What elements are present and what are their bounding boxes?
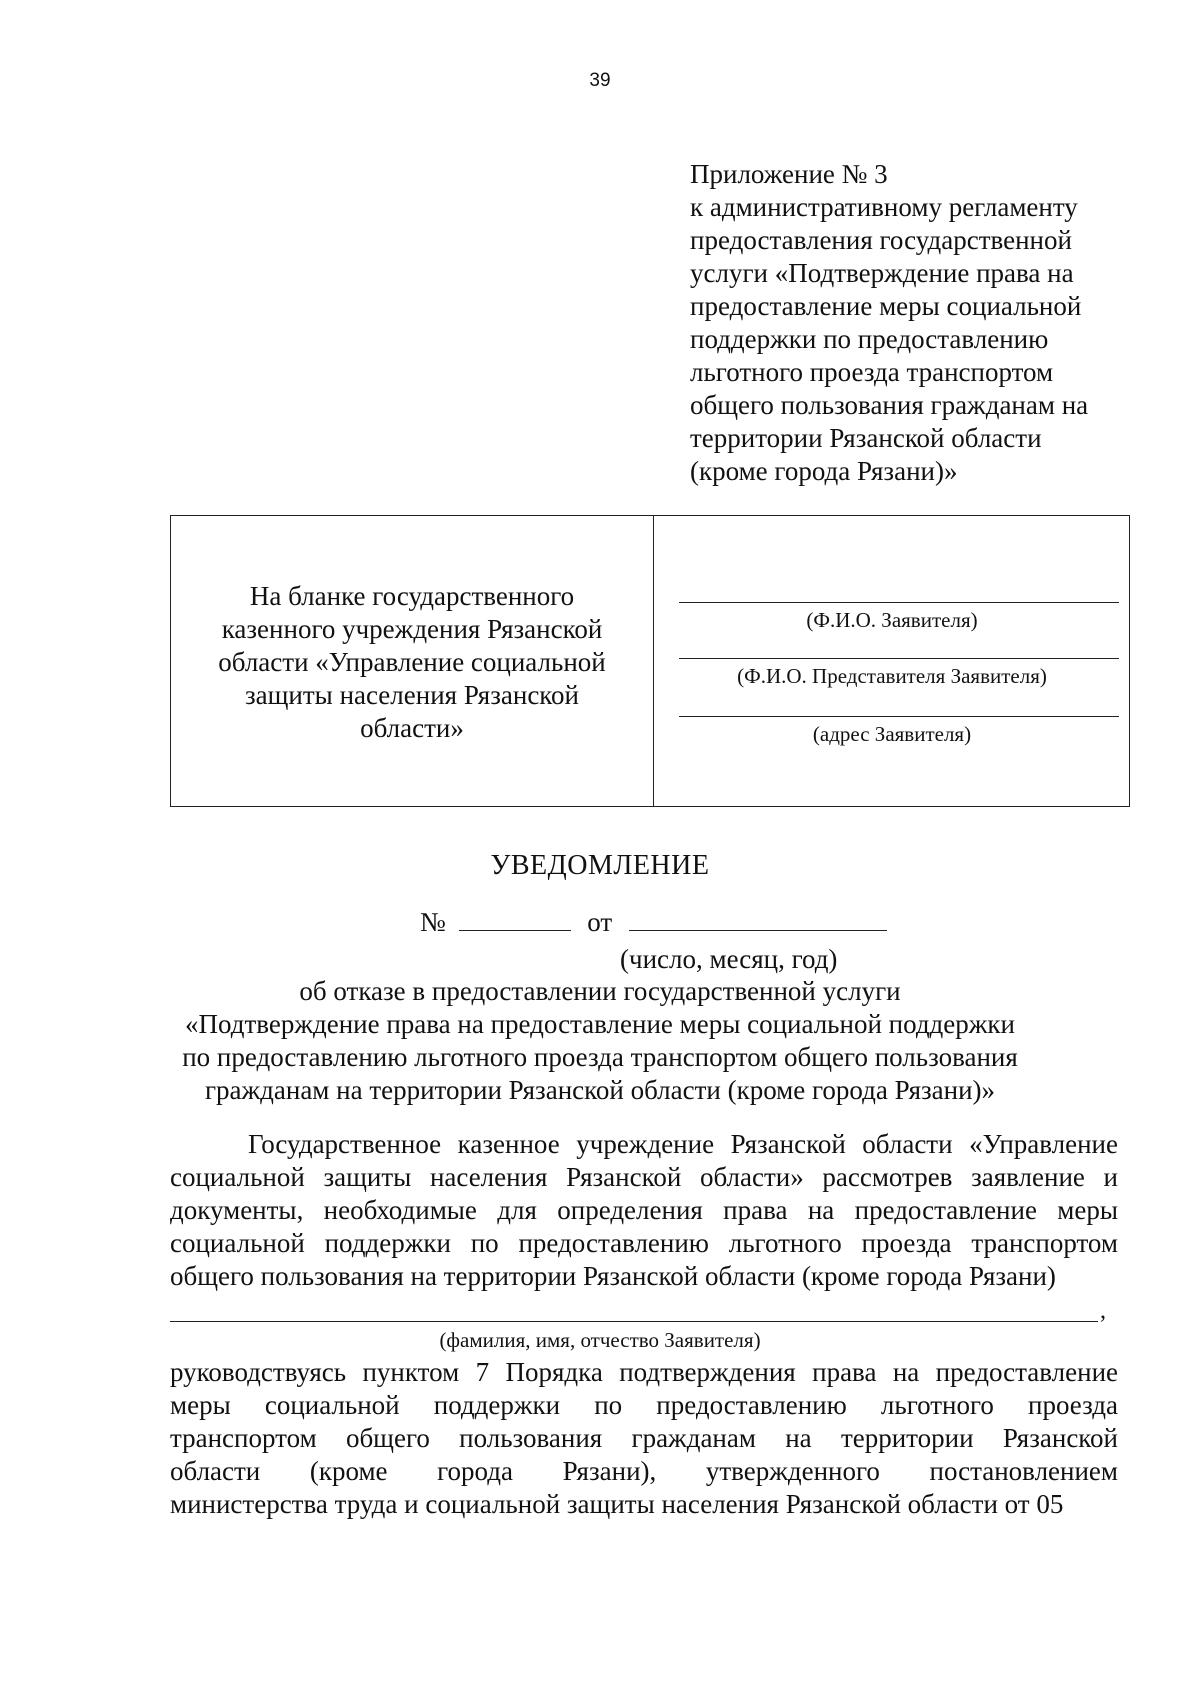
body-line: руководствуясь пунктом 7 Порядка подтверждения права на предоставление (170, 1357, 1118, 1387)
annex-line: к административному регламенту (690, 192, 1078, 222)
recipient-block (653, 516, 1131, 806)
applicant-address-line (679, 716, 1119, 717)
annex-line: услуги «Подтверждение права на (690, 258, 1074, 288)
page-number: 39 (589, 70, 611, 91)
notice-number-blank (459, 908, 571, 931)
applicant-name-caption: (Ф.И.О. Заявителя) (806, 608, 978, 632)
subject-line: гражданам на территории Рязанской области (кроме города Рязани)» (204, 1075, 996, 1105)
subject-line: по предоставлению льготного проезда транспортом общего пользования (182, 1042, 1018, 1072)
date-caption: (число, месяц, год) (620, 944, 838, 974)
subject-line: об отказе в предоставлении государственной услуги (299, 976, 901, 1006)
annex-line: предоставления государственной (690, 225, 1072, 255)
representative-name-line (679, 658, 1119, 659)
body-line: области (кроме города Рязани), утвержденного постановлением (170, 1456, 1118, 1486)
body-line: социальной защиты населения Рязанской области» рассмотрев заявление и (170, 1162, 1118, 1192)
body-line: министерства труда и социальной защиты населения Рязанской области от 05 (170, 1489, 1064, 1519)
applicant-name-line (679, 602, 1119, 603)
document-title: УВЕДОМЛЕНИЕ (490, 850, 710, 881)
body-line: Государственное казенное учреждение Рязанской области «Управление (248, 1129, 1118, 1159)
letterhead-table (170, 515, 1130, 807)
body-paragraph-2 (170, 1356, 1118, 1521)
letterhead-line: области» (360, 713, 464, 743)
name-comma: , (1100, 1298, 1106, 1324)
representative-name-caption: (Ф.И.О. Представителя Заявителя) (737, 664, 1047, 688)
annex-line: Приложение № 3 (690, 159, 888, 189)
applicant-fullname-line (170, 1321, 1098, 1322)
body-paragraph-1 (170, 1128, 1118, 1293)
letterhead-line: На бланке государственного (249, 581, 575, 611)
notice-date-blank (629, 908, 887, 931)
annex-heading (690, 158, 1160, 488)
body-line: социальной поддержки по предоставлению льготного проезда транспортом (170, 1228, 1118, 1258)
body-line: транспортом общего пользования гражданам на территории Рязанской (170, 1423, 1118, 1453)
annex-line: льготного проезда транспортом (690, 357, 1054, 387)
letterhead-line: области «Управление социальной (218, 647, 606, 677)
annex-line: поддержки по предоставлению (690, 324, 1049, 354)
annex-line: предоставление меры социальной (690, 291, 1082, 321)
number-label: № (420, 907, 446, 937)
annex-line: (кроме города Рязани)» (690, 456, 958, 486)
body-line: документы, необходимые для определения права на предоставление меры (170, 1195, 1118, 1225)
annex-line: территории Рязанской области (690, 423, 1042, 453)
letterhead-line: защиты населения Рязанской (244, 680, 580, 710)
annex-line: общего пользования гражданам на (690, 390, 1089, 420)
letterhead-note (171, 580, 653, 745)
applicant-address-caption: (адрес Заявителя) (812, 722, 972, 746)
letterhead-line: казенного учреждения Рязанской (221, 614, 603, 644)
body-line: общего пользования на территории Рязанской области (кроме города Рязани) (170, 1261, 1056, 1291)
applicant-fullname-caption: (фамилия, имя, отчество Заявителя) (439, 1328, 761, 1352)
body-line: меры социальной поддержки по предоставлению льготного проезда (170, 1390, 1118, 1420)
from-label: от (587, 907, 613, 937)
notice-number-row (420, 907, 887, 938)
subject-line: «Подтверждение права на предоставление меры социальной поддержки (185, 1009, 1015, 1039)
notice-subject (0, 975, 1200, 1107)
